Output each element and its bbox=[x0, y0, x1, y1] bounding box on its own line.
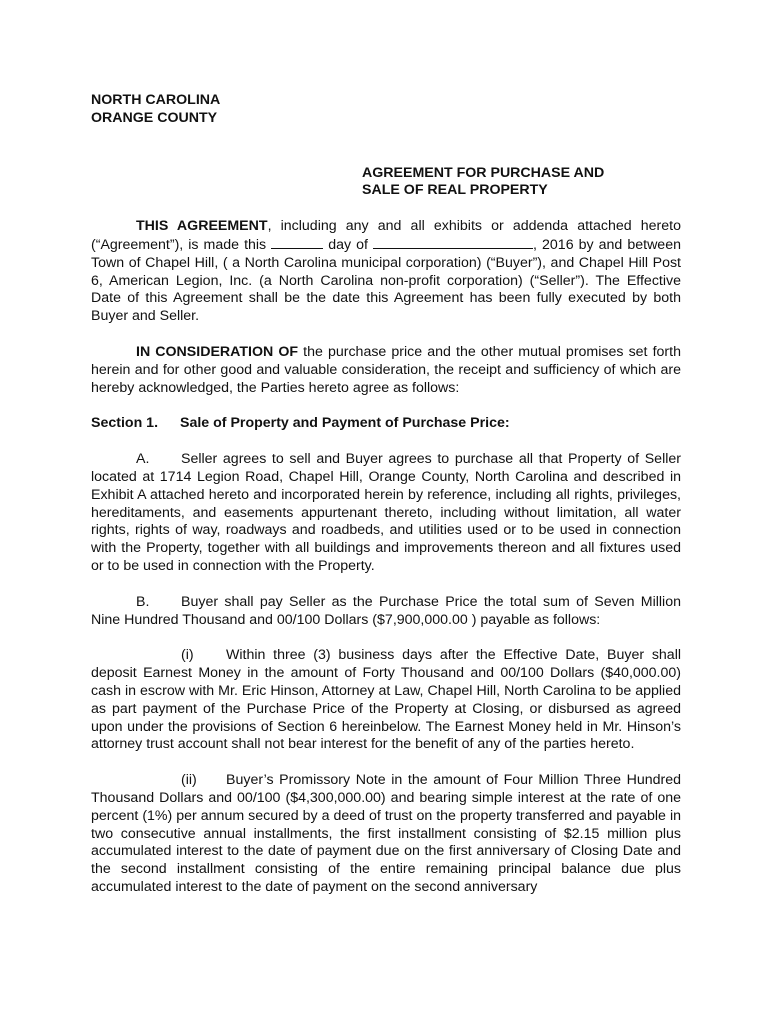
paragraph-i bbox=[91, 647, 681, 754]
document-page bbox=[91, 92, 681, 897]
paragraph-b-label: B. bbox=[136, 593, 150, 610]
intro-text-3: , 2016 by and between Town of Chapel Hill, ( a North Carolina municipal corporation) (“Buyer”), and Chapel Hill Post 6, American Legion, Inc. (a North Carolina non-profit corporation) (“Seller”). The Effective Date of this Agreement shall be the date this Agreement has been fully executed by both Buyer and Seller. bbox=[91, 236, 681, 325]
consideration-paragraph bbox=[91, 344, 681, 397]
paragraph-i-text: Within three (3) business days after the Effective Date, Buyer shall deposit Earnest Money in the amount of Forty Thousand and 00/100 Dollars ($40,000.00) cash in escrow with Mr. Eric Hinson, Attorney at Law, Chapel Hill, North Carolina to be applied as part payment of the Purchase Price of the Property at Closing, or disbursed as agreed upon under the provisions of Section 6 hereinbelow. The Earnest Money held in Mr. Hinson’s attorney trust account shall not bear interest for the benefit of any of the parties hereto. bbox=[91, 647, 681, 753]
intro-lead: THIS AGREEMENT bbox=[136, 218, 268, 235]
intro-text-2: day of bbox=[328, 236, 368, 253]
paragraph-b bbox=[91, 594, 681, 630]
title-line-2: SALE OF REAL PROPERTY bbox=[362, 182, 548, 199]
consideration-text: the purchase price and the other mutual promises set forth herein and for other good and valuable consideration, the receipt and sufficiency of which are hereby acknowledged, the Parties hereto agree as follows: bbox=[91, 343, 681, 396]
section-1-title: Sale of Property and Payment of Purchase Price: bbox=[180, 415, 510, 432]
month-blank bbox=[373, 236, 533, 249]
paragraph-ii-text: Buyer’s Promissory Note in the amount of Four Million Three Hundred Thousand Dollars and 00/100 ($4,300,000.00) and bearing simple interest at the rate of one percent (1%) per annum secured by a deed of trust on the property transferred and payable in two consecutive annual installments, the first installment consisting of $2.15 million plus accumulated interest to the date of payment due on the first anniversary of Closing Date and the second installment consisting of the entire remaining principal balance due plus accumulated interest to the date of payment on the second anniversary bbox=[91, 772, 681, 895]
day-blank bbox=[271, 236, 323, 249]
paragraph-a-text: Seller agrees to sell and Buyer agrees to purchase all that Property of Seller located at 1714 Legion Road, Chapel Hill, Orange County, North Carolina and described in Exhibit A attached hereto and incorporated herein by reference, including all rights, privileges, hereditaments, and easements appurtenant thereto, including without limitation, all water rights, rights of way, roadways and roadbeds, and utilities used or to be used in connection with the Property, together with all buildings and improvements thereon and all fixtures used or to be used in connection with the Property. bbox=[91, 451, 681, 574]
section-1-heading bbox=[91, 415, 681, 433]
paragraph-b-text: Buyer shall pay Seller as the Purchase Price the total sum of Seven Million Nine Hundred Thousand and 00/100 Dollars ($7,900,000.00 ) payable as follows: bbox=[91, 593, 681, 628]
paragraph-i-label: (i) bbox=[181, 647, 194, 664]
intro-text-1: , including any and all exhibits or addenda attached hereto (“Agreement”), is made this bbox=[91, 218, 681, 253]
county-line: ORANGE COUNTY bbox=[91, 109, 218, 126]
document-title bbox=[362, 165, 681, 201]
consideration-lead: IN CONSIDERATION OF bbox=[136, 343, 299, 360]
paragraph-ii bbox=[91, 772, 681, 897]
paragraph-a-label: A. bbox=[136, 451, 150, 468]
paragraph-a bbox=[91, 451, 681, 576]
section-1-number: Section 1. bbox=[91, 415, 159, 432]
title-line-1: AGREEMENT FOR PURCHASE AND bbox=[362, 164, 605, 181]
paragraph-ii-label: (ii) bbox=[181, 772, 197, 789]
jurisdiction-header bbox=[91, 92, 681, 128]
state-line: NORTH CAROLINA bbox=[91, 92, 221, 108]
intro-paragraph bbox=[91, 218, 681, 326]
